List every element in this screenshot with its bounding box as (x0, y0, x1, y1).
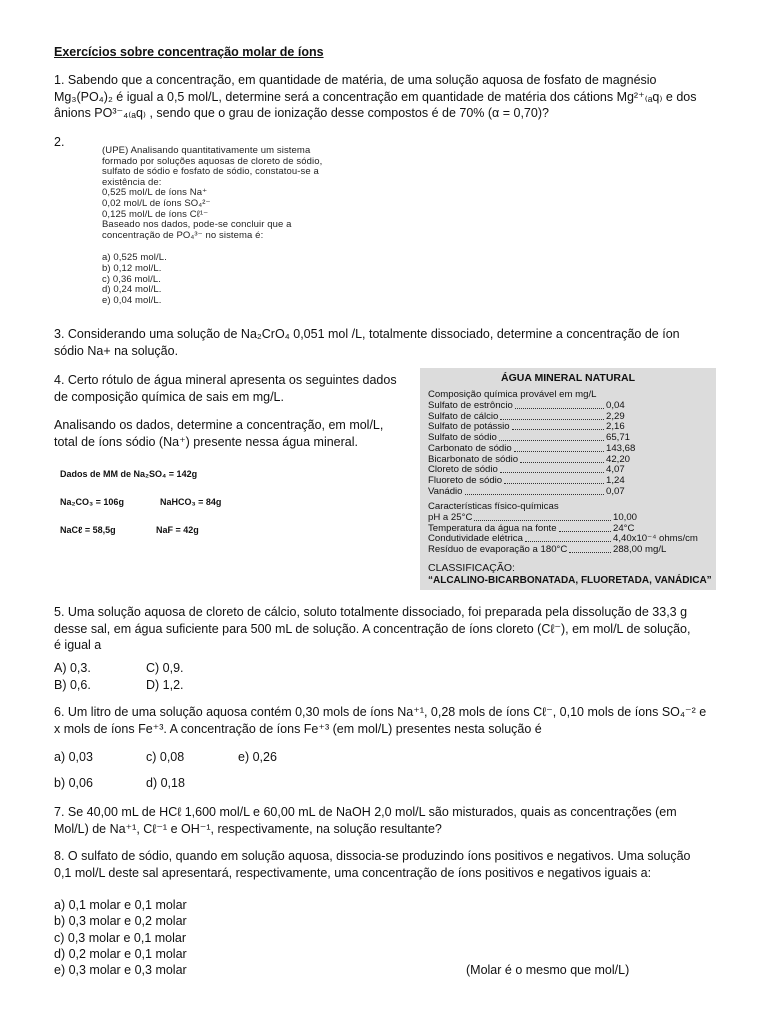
q8-options (54, 897, 187, 978)
composition-name: Sulfato de estrôncio (428, 400, 513, 411)
q2-line: (UPE) Analisando quantitativamente um sistema (102, 145, 311, 156)
q6-option-b: b) 0,06 (54, 776, 93, 790)
composition-name: Vanádio (428, 485, 463, 497)
dotted-leader (512, 429, 604, 430)
q2-line: Baseado nos dados, pode-se concluir que a (102, 219, 292, 231)
mineral-water-label (420, 368, 716, 590)
q4-line-2: de composição química de sais em mg/L. (54, 389, 284, 404)
q8-line-2: 0,1 mol/L deste sal apresentará, respectivamente, uma concentração de íons positivos e negativos iguais a: (54, 865, 652, 880)
physchem-value: 4,40x10⁻⁴ ohms/cm (613, 533, 698, 545)
q6-option-a: a) 0,03 (54, 750, 93, 764)
composition-value: 42,20 (606, 453, 631, 465)
molar-mass-nahco3: NaHCO₃ = 84g (160, 497, 222, 507)
physchem-value: 10,00 (613, 512, 638, 523)
q2-option-b: b) 0,12 mol/L. (102, 262, 162, 274)
q5-option-a: A) 0,3. (54, 661, 91, 675)
q8-option-c: c) 0,3 molar e 0,1 molar (54, 930, 186, 945)
q8-option-d: d) 0,2 molar e 0,1 molar (54, 946, 187, 961)
q4-line-1: 4. Certo rótulo de água mineral apresenta os seguintes dados (54, 373, 397, 387)
dotted-leader (500, 419, 604, 420)
q8-note: (Molar é o mesmo que mol/L) (466, 963, 630, 977)
physchem-row (428, 545, 706, 556)
q2-scanned-question (102, 146, 322, 306)
q5-line-2: desse sal, em água suficiente para 500 mL de solução. A concentração de íons cloreto (Cℓ⁻), em mol/L de solução, (54, 621, 691, 636)
composition-value: 0,07 (606, 485, 625, 497)
dotted-leader (474, 520, 611, 521)
composition-name: Cloreto de sódio (428, 464, 498, 476)
dotted-leader (500, 472, 604, 473)
q5-line-3: é igual a (54, 638, 102, 652)
q2-line: sulfato de sódio e fosfato de sódio, constatou-se a (102, 166, 319, 178)
dotted-leader (514, 451, 604, 452)
q6-line-1: 6. Um litro de uma solução aquosa contém 0,30 mols de íons Na⁺¹, 0,28 mols de íons Cℓ⁻, 0,10 mols de íons SO₄⁻² e (54, 705, 707, 719)
question-4 (54, 372, 409, 450)
question-7 (54, 804, 714, 837)
question-6 (54, 704, 714, 737)
physchem-name: Resíduo de evaporação a 180°C (428, 544, 568, 556)
molar-mass-na2so4: Dados de MM de Na₂SO₄ = 142g (60, 469, 198, 479)
composition-value: 4,07 (606, 464, 625, 476)
q5-option-b: B) 0,6. (54, 678, 91, 692)
q7-line-2: Mol/L) de Na⁺¹, Cℓ⁻¹ e OH⁻¹, respectivamente, na solução resultante? (54, 821, 442, 836)
physchem-value: 24°C (613, 522, 635, 534)
dotted-leader (520, 462, 604, 463)
molar-mass-naf: NaF = 42g (156, 525, 199, 535)
label-classification-value: “ALCALINO-BICARBONATADA, FLUORETADA, VANÁDICA” (428, 575, 712, 586)
q1-line-1: 1. Sabendo que a concentração, em quantidade de matéria, de uma solução aquosa de fosfato de magnésio (54, 73, 657, 87)
composition-value: 1,24 (606, 474, 625, 486)
physchem-name: Condutividade elétrica (428, 533, 523, 545)
q3-line-2: sódio Na+ na solução. (54, 343, 179, 358)
dotted-leader (504, 483, 604, 484)
composition-value: 2,16 (606, 421, 625, 433)
q8-option-a: a) 0,1 molar e 0,1 molar (54, 898, 187, 912)
label-physchem-title: Características físico-químicas (428, 501, 559, 512)
q2-option-e: e) 0,04 mol/L. (102, 294, 162, 306)
composition-value: 0,04 (606, 400, 625, 411)
q2-line: formado por soluções aquosas de cloreto de sódio, (102, 155, 323, 167)
composition-name: Sulfato de cálcio (428, 410, 499, 422)
dotted-leader (569, 552, 611, 553)
dotted-leader (525, 541, 611, 542)
physchem-name: Temperatura da água na fonte (428, 522, 557, 534)
composition-value: 65,71 (606, 432, 631, 444)
composition-name: Carbonato de sódio (428, 442, 512, 454)
q8-line-1: 8. O sulfato de sódio, quando em solução aquosa, dissocia-se produzindo íons positivos e negativos. Uma solução (54, 849, 691, 863)
dotted-leader (465, 494, 604, 495)
composition-value: 143,68 (606, 442, 636, 454)
question-8 (54, 848, 714, 881)
q2-line: 0,125 mol/L de íons Cℓ¹⁻ (102, 208, 209, 220)
label-heading: ÁGUA MINERAL NATURAL (501, 372, 635, 384)
q2-option-c: c) 0,36 mol/L. (102, 273, 161, 285)
molar-mass-nacl: NaCℓ = 58,5g (60, 525, 116, 535)
q8-option-e: e) 0,3 molar e 0,3 molar (54, 963, 187, 978)
page-title: Exercícios sobre concentração molar de íons (54, 45, 324, 59)
q2-line: existência de: (102, 176, 162, 188)
q2-line: 0,02 mol/L de íons SO₄²⁻ (102, 197, 211, 209)
q2-option-d: d) 0,24 mol/L. (102, 284, 162, 296)
label-composition-title: Composição química provável em mg/L (428, 389, 597, 400)
physchem-name: pH a 25°C (428, 512, 473, 523)
molar-mass-na2co3: Na₂CO₃ = 106g (60, 497, 124, 507)
composition-value: 2,29 (606, 410, 625, 422)
q2-line: 0,525 mol/L de íons Na⁺ (102, 187, 208, 199)
q8-option-b: b) 0,3 molar e 0,2 molar (54, 914, 187, 929)
composition-row (428, 476, 706, 487)
label-classification-title: CLASSIFICAÇÃO: (428, 562, 515, 574)
composition-name: Sulfato de potássio (428, 421, 510, 433)
dotted-leader (499, 440, 604, 441)
q1-line-3: ânions PO³⁻₄₍ₐq₎ , sendo que o grau de ionização desse compostos é de 70% (α = 0,70)? (54, 106, 549, 120)
q6-line-2: x mols de íons Fe⁺³. A concentração de íons Fe⁺³ (em mol/L) presentes nesta solução é (54, 721, 542, 736)
composition-name: Fluoreto de sódio (428, 474, 503, 486)
q6-option-c: c) 0,08 (146, 750, 185, 764)
q5-option-c: C) 0,9. (146, 661, 184, 675)
physchem-value: 288,00 mg/L (613, 544, 667, 556)
q2-number: 2. (54, 135, 65, 149)
q4-line-3: Analisando os dados, determine a concentração, em mol/L, (54, 418, 384, 432)
composition-name: Sulfato de sódio (428, 432, 497, 444)
question-1 (54, 72, 714, 122)
q6-option-d: d) 0,18 (146, 776, 185, 790)
q3-line-1: 3. Considerando uma solução de Na₂CrO₄ 0,051 mol /L, totalmente dissociado, determine a concentração de íon (54, 327, 680, 341)
question-5 (54, 604, 714, 654)
dotted-leader (559, 531, 611, 532)
q1-line-2: Mg₃(PO₄)₂ é igual a 0,5 mol/L, determine será a concentração em quantidade de matéria dos cátions Mg²⁺₍ₐq₎ e dos (54, 89, 697, 104)
q4-line-4: total de íons sódio (Na⁺) presente nessa água mineral. (54, 434, 358, 449)
q7-line-1: 7. Se 40,00 mL de HCℓ 1,600 mol/L e 60,00 mL de NaOH 2,0 mol/L são misturados, quais as concentrações (em (54, 805, 677, 819)
composition-row (428, 487, 706, 498)
q2-option-a: a) 0,525 mol/L. (102, 252, 167, 264)
question-3 (54, 326, 714, 359)
q6-option-e: e) 0,26 (238, 750, 277, 764)
q5-line-1: 5. Uma solução aquosa de cloreto de cálcio, soluto totalmente dissociado, foi preparada pela dissolução de 33,3 g (54, 605, 688, 619)
dotted-leader (515, 408, 604, 409)
q5-option-d: D) 1,2. (146, 678, 184, 692)
q2-line: concentração de PO₄³⁻ no sistema é: (102, 229, 264, 241)
composition-name: Bicarbonato de sódio (428, 453, 519, 465)
